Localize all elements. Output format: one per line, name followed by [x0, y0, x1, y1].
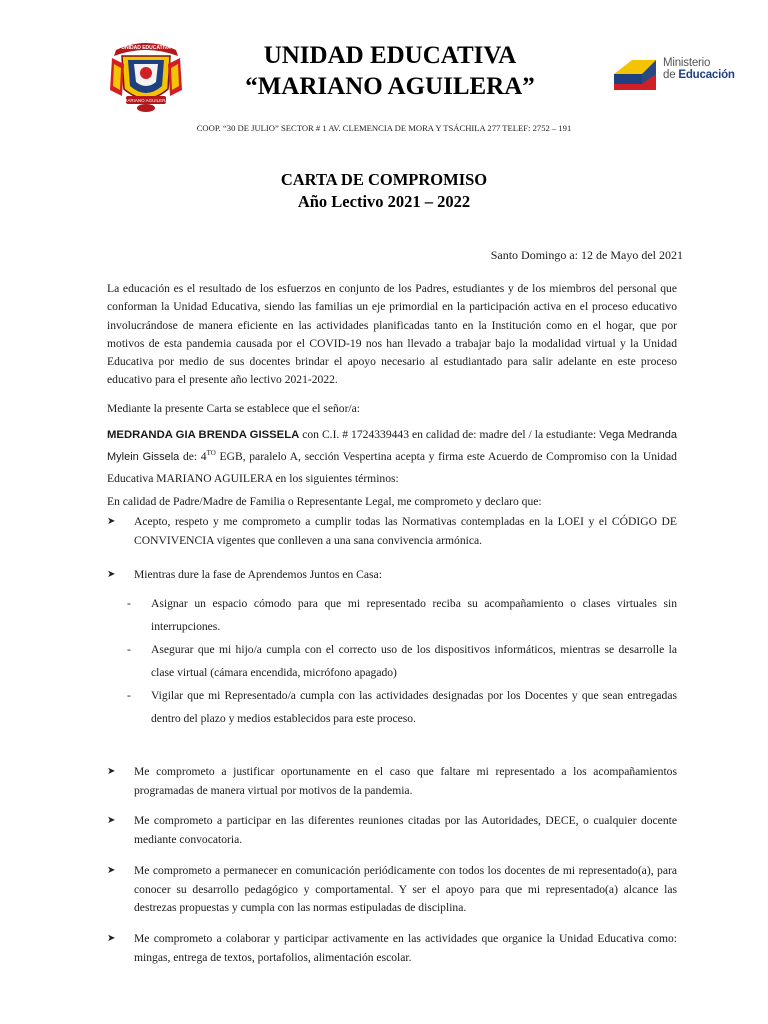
commitment-text: Me comprometo a justificar oportunamente en el caso que faltare mi representado a los acompañamientos programadas de manera virtual por motivos de la pandemia. [134, 765, 677, 797]
student-name: Vega Medranda Mylein Gissela [107, 429, 677, 463]
grade-text: EGB, paralelo A, sección Vespertina acepta y firma este Acuerdo de Compromiso con la Unidad Educativa MARIANO AGUILERA en los siguientes términos: [107, 450, 677, 485]
commitment-text: Me comprometo a participar en las diferentes reuniones citadas por las Autoridades, DECE, o cualquier docente mediante convocatoria. [134, 814, 677, 846]
commitment-item [107, 513, 677, 550]
school-name-line2: “MARIANO AGUILERA” [245, 73, 535, 100]
sub-item [127, 638, 677, 684]
grade-prefix: de: 4 [179, 450, 207, 463]
ministry-logo-text [663, 57, 735, 81]
dash-bullet: - [127, 689, 131, 702]
school-address: COOP. “30 DE JULIO” SECTOR # 1 AV. CLEMENCIA DE MORA Y TSÁCHILA 277 TELEF: 2752 – 191 [196, 123, 572, 133]
arrow-bullet-icon: ➤ [107, 865, 116, 876]
document-title-block [0, 169, 768, 213]
ministry-line1: Ministerio [663, 57, 711, 69]
arrow-bullet-icon: ➤ [107, 569, 116, 580]
arrow-bullet-icon: ➤ [107, 766, 116, 777]
intro-paragraph: La educación es el resultado de los esfuerzos en conjunto de los Padres, estudiantes y de los miembros del personal que conforman la Unidad Educativa, siendo las familias un eje primordial en la participación activa en el proceso educativo involucrándose de manera eficiente en las actividades planificadas tanto en la Institución como en el hogar, que por motivos de esta pandemia causada por el COVID-19 nos han llevado a trabajar bajo la modalidad virtual y la Unidad Educativa por medio de sus docentes brindar el apoyo necesario al estudiantado para salir adelante en este proceso educativo para el presente año lectivo 2021-2022. [107, 282, 677, 387]
sub-item [127, 684, 677, 730]
school-crest-logo [106, 34, 186, 114]
commitment-item [107, 566, 677, 585]
commitment-item [107, 763, 677, 800]
commitment-text: Me comprometo a permanecer en comunicación periódicamente con todos los docentes de mi representado(a), para conocer su desarrollo pedagógico y comportamental. Y ser el apoyo para que mi representado(a) alcance las destrezas propuestas y cumpla con las normas estipuladas de disciplina. [134, 864, 677, 914]
ecuador-flag-icon [612, 56, 658, 94]
date-line: Santo Domingo a: 12 de Mayo del 2021 [490, 248, 683, 262]
document-title: CARTA DE COMPROMISO [280, 170, 488, 189]
ci-text: con C.I. # 1724339443 en calidad de: madre del / la estudiante: [299, 428, 600, 441]
dash-bullet: - [127, 643, 131, 656]
commitment-text: Acepto, respeto y me comprometo a cumplir todas las Normativas contempladas en la LOEI y el CÓDIGO DE CONVIVENCIA vigentes que conlleven a una sana convivencia armónica. [134, 515, 677, 547]
dash-bullet: - [127, 597, 131, 610]
sub-item-text: Vigilar que mi Representado/a cumpla con las actividades designadas por los Docentes y que sean entregadas dentro del plazo y medios establecidos para este proceso. [151, 689, 677, 725]
commitment-item [107, 812, 677, 849]
commitment-item [107, 862, 677, 918]
parent-declaration-paragraph [107, 424, 677, 490]
crest-banner-text: MARIANO AGUILERA [123, 98, 169, 103]
mediante-paragraph: Mediante la presente Carta se establece que el señor/a: [107, 402, 361, 415]
crest-text-top: UNIDAD EDUCATIVA [121, 45, 171, 51]
ministry-line2: de Educación [663, 69, 735, 81]
arrow-bullet-icon: ➤ [107, 815, 116, 826]
arrow-bullet-icon: ➤ [107, 933, 116, 944]
school-name-line1: UNIDAD EDUCATIVA [263, 42, 517, 69]
parent-name: MEDRANDA GIA BRENDA GISSELA [107, 429, 300, 441]
sub-item-text: Asegurar que mi hijo/a cumpla con el correcto uso de los dispositivos informáticos, mientras se desarrolle la clase virtual (cámara encendida, micrófono apagado) [151, 643, 677, 679]
sub-item [127, 592, 677, 638]
commitment-text: Me comprometo a colaborar y participar activamente en las actividades que organice la Unidad Educativa como: mingas, entrega de textos, portafolios, alimentación escolar. [134, 932, 677, 964]
grade-superscript: TO [206, 449, 216, 458]
ministry-of-education-logo [612, 56, 742, 96]
declaration-intro: En calidad de Padre/Madre de Familia o Representante Legal, me comprometo y declaro que: [107, 495, 542, 508]
ministry-line2-bold: Educación [678, 69, 735, 81]
commitment-item [107, 930, 677, 967]
arrow-bullet-icon: ➤ [107, 516, 116, 527]
sub-item-text: Asignar un espacio cómodo para que mi representado reciba su acompañamiento o clases virtuales sin interrupciones. [151, 597, 677, 633]
school-year: Año Lectivo 2021 – 2022 [297, 192, 471, 211]
school-name-block [190, 40, 590, 102]
commitment-text: Mientras dure la fase de Aprendemos Juntos en Casa: [134, 568, 382, 581]
